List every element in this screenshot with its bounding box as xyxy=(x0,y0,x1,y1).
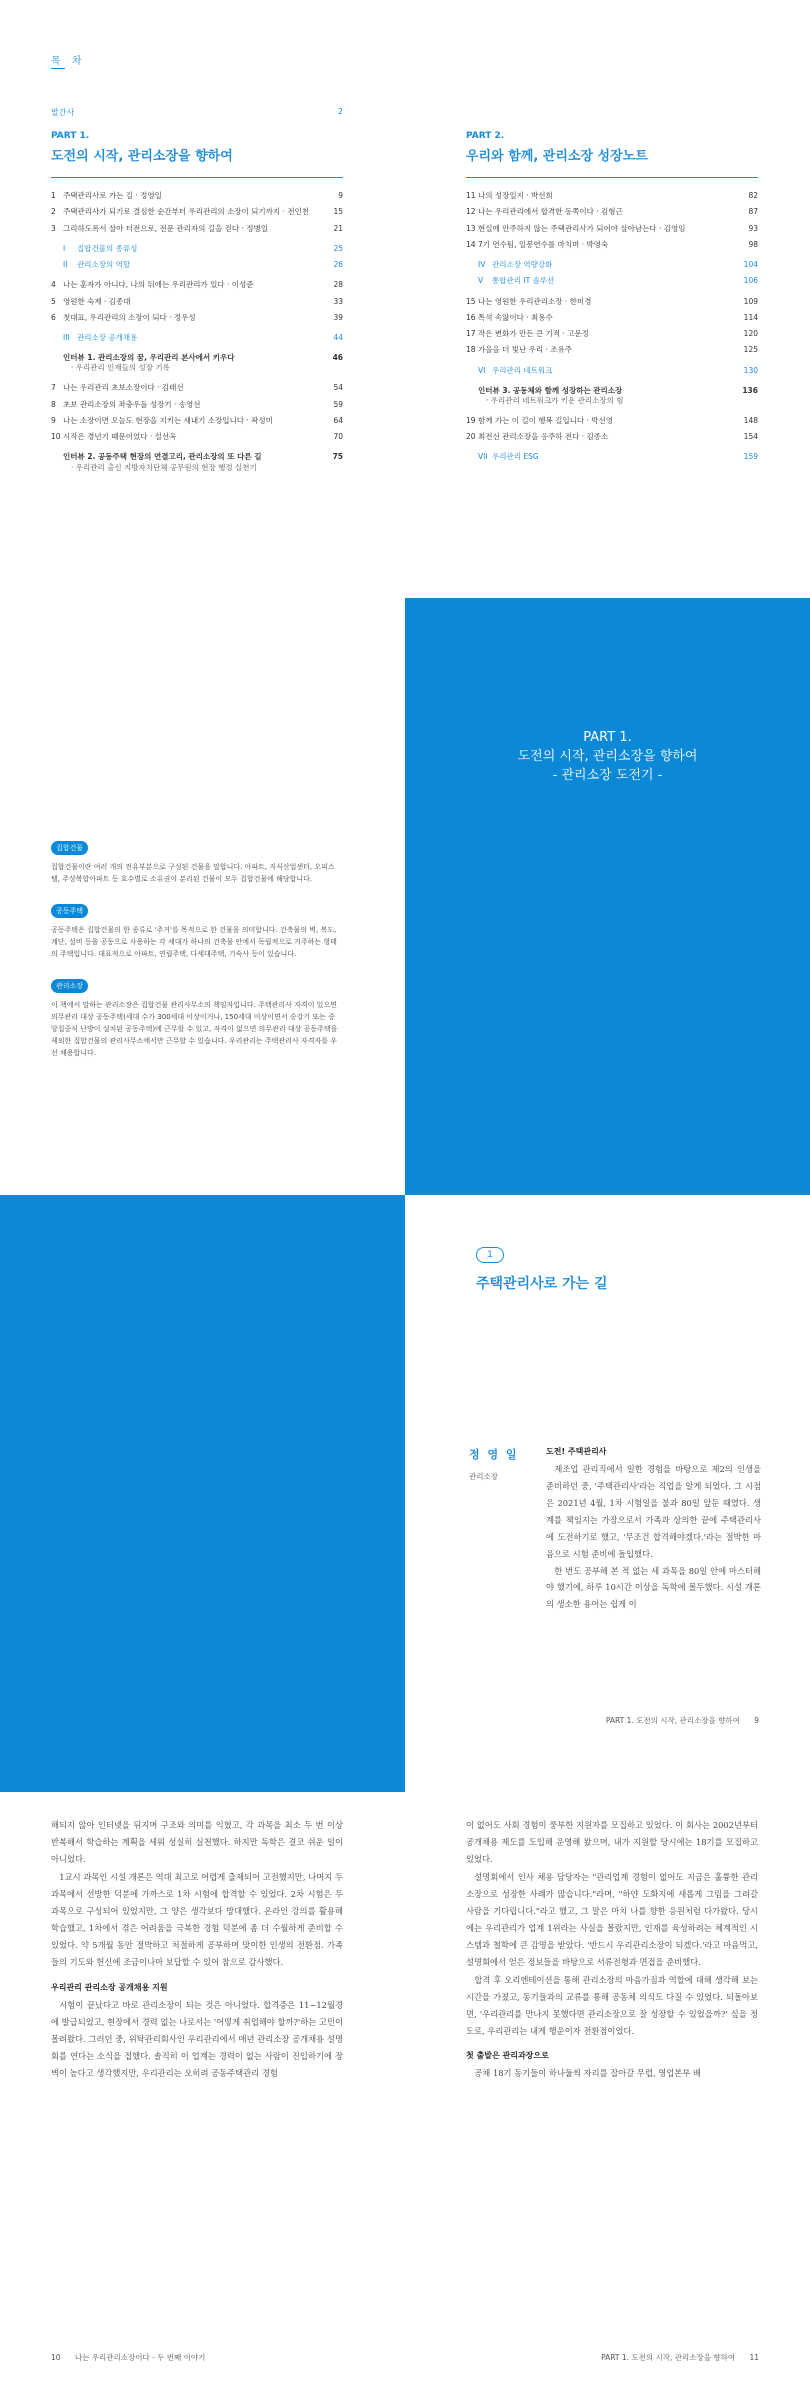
toc-number: 18 xyxy=(466,345,476,355)
toc-title xyxy=(492,260,736,270)
part-opener-spread xyxy=(0,598,810,1195)
toc-number: I xyxy=(63,243,66,253)
body-paragraph: 해되지 않아 인터넷을 뒤지며 구조와 의미를 익혔고, 각 과목을 최소 두 번 이상 반복해서 학습하는 계획을 세워 성실히 실천했다. 하지만 독학은 결코 쉬운 일이 아니었다. xyxy=(51,1820,343,1865)
toc-title-text: 나는 소장이면 오늘도 현장을 지키는 새내기 소장입니다 · 곽성미 xyxy=(63,415,273,425)
body-paragraph: 공채 18기 동기들이 하나둘씩 자리를 잡아갈 무렵, 영업본부 배 xyxy=(474,2068,701,2079)
toc-title xyxy=(478,386,736,406)
toc-page-number: 25 xyxy=(333,243,343,253)
part2-rule xyxy=(466,177,758,178)
part-opener-line1: PART 1. xyxy=(583,730,632,745)
chapter-number-badge: 1 xyxy=(476,1247,504,1263)
toc-number: 3 xyxy=(51,223,56,233)
toc-chapter-item[interactable] xyxy=(466,432,758,442)
toc-number: IV xyxy=(478,260,486,270)
toc-number: 16 xyxy=(466,312,476,322)
toc-title-text: 집합건물의 종류성 xyxy=(77,243,138,253)
footer-title: PART 1. 도전의 시작, 관리소장을 향하여 xyxy=(601,2353,736,2362)
toc-number: 7 xyxy=(51,383,56,393)
toc-title-text: 그리하도록서 살아 터전으로, 전문 관리자의 길을 걷다 · 정병일 xyxy=(63,223,268,233)
toc-heading: 목 차 xyxy=(51,56,86,67)
toc-title xyxy=(77,244,321,254)
toc-title xyxy=(478,207,736,217)
toc-chapter-item[interactable] xyxy=(466,191,758,201)
toc-number: VII xyxy=(478,452,488,462)
definition-block xyxy=(51,973,341,1059)
toc-title-text: 관리소장 역량강화 xyxy=(492,260,553,270)
toc-chapter-item[interactable] xyxy=(466,240,758,250)
toc-title-text: 우리관리 ESG xyxy=(492,452,539,462)
left-page-column xyxy=(51,1817,343,2082)
running-footer-right xyxy=(601,2352,759,2363)
toc-title-text: 통합관리 IT 솔루션 xyxy=(492,276,555,286)
toc-page-number: 33 xyxy=(333,296,343,306)
toc-subsection-item[interactable] xyxy=(51,260,343,270)
toc-interview-item[interactable] xyxy=(51,452,343,472)
toc-title xyxy=(77,333,321,343)
toc-subsection-item[interactable] xyxy=(466,260,758,270)
toc-subsection-item[interactable] xyxy=(466,276,758,286)
toc-page-number: 54 xyxy=(333,383,343,393)
toc-page-number: 104 xyxy=(743,260,758,270)
author-role: 관리소장 xyxy=(469,1472,498,1481)
toc-title-text: 인터뷰 3. 공동체와 함께 성장하는 관리소장 xyxy=(478,385,623,395)
definition-tag: 집합건물 xyxy=(51,841,88,855)
part1-toc-list xyxy=(51,191,343,479)
toc-title-text: 시작은 경년기 때문이었다 · 설선옥 xyxy=(63,432,177,442)
toc-title xyxy=(63,280,321,290)
toc-interview-item[interactable] xyxy=(51,353,343,373)
toc-chapter-item[interactable] xyxy=(51,416,343,426)
body-paragraph: 제조업 관리직에서 일한 경험을 바탕으로 제2의 인생을 준비하던 중, '주택관리사'라는 직업을 알게 되었다. 그 시점은 2021년 4월, 1차 시험일을 불과 80일 앞둔 때였다. 생계를 책임지는 가장으로서 가족과 상의한 끝에 주택관리사에 도전하기로 했고, '무조건 합격해야겠다.'라는 절박한 마음으로 시험 준비에 돌입했다. xyxy=(546,1464,761,1559)
toc-chapter-item[interactable] xyxy=(466,207,758,217)
toc-title xyxy=(478,224,736,234)
definition-block xyxy=(51,898,341,960)
toc-page-number: 93 xyxy=(748,223,758,233)
definition-text: 집합건물이란 여러 개의 전유부분으로 구성된 건물을 말합니다. 아파트, 지식산업센터, 오피스텔, 주상복합아파트 등 호수별로 소유권이 분리된 건물이 모두 집합건물에 해당합니다. xyxy=(51,863,335,884)
toc-number: 9 xyxy=(51,415,56,425)
toc-title-text: 가을을 더 빛난 우리 · 조유주 xyxy=(478,345,572,355)
toc-title xyxy=(63,313,321,323)
toc-page-number: 98 xyxy=(748,239,758,249)
toc-title-text: 나는 우리관리에서 합격한 동쪽이다 · 김형근 xyxy=(478,207,623,217)
toc-chapter-item[interactable] xyxy=(466,297,758,307)
toc-title xyxy=(478,432,736,442)
toc-interview-item[interactable] xyxy=(466,386,758,406)
toc-title-text: 인터뷰 1. 관리소장의 꿈, 우리관리 본사에서 키우다 xyxy=(63,353,235,363)
definition-tag: 공동주택 xyxy=(51,904,88,918)
toc-number: 1 xyxy=(51,191,56,200)
toc-title-text: 최전선 관리소장을 응주하 전다 · 김종소 xyxy=(478,432,609,442)
toc-title-text: 현실에 안주하지 않는 주택관리사가 되어야 살아남는다 · 김영임 xyxy=(478,223,686,233)
toc-chapter-item[interactable] xyxy=(466,313,758,323)
toc-page-number: 59 xyxy=(333,399,343,409)
part2-toc-list xyxy=(466,191,758,469)
toc-title xyxy=(63,416,321,426)
toc-title-text: 7기 연수팀, 일봉연수를 마치며 · 박영숙 xyxy=(478,239,609,249)
toc-number: II xyxy=(63,260,68,270)
toc-heading-rule xyxy=(51,68,65,69)
toc-title xyxy=(492,276,736,286)
body-paragraph: 설명회에서 인사 채용 담당자는 "관리업계 경험이 없어도 지금은 훌륭한 관리소장으로 성장한 사례가 많습니다."라며, "하얀 도화지에 새롭게 그림을 그려갈 사람을 기다립니다."라고 했고, 그 말은 마치 나를 향한 응원처럼 다가왔다. 당시에는 우리관리가 업계 1위라는 사실을 몰랐지만, 인재를 육성하려는 체계적인 시스템과 철학에 큰 감명을 받았다. '반드시 우리관리소장이 되겠다.'라고 마음먹고, 설명회에서 얻은 정보들을 바탕으로 서류전형과 면접을 준비했다. xyxy=(466,1871,758,1968)
toc-title xyxy=(478,297,736,307)
toc-chapter-item[interactable] xyxy=(51,280,343,290)
toc-chapter-item[interactable] xyxy=(466,345,758,355)
toc-page-number: 106 xyxy=(743,276,758,286)
toc-title-text: 초보 관리소장의 좌충우돌 성장기 · 송영선 xyxy=(63,399,201,409)
toc-page-number: 154 xyxy=(743,432,758,442)
chapter-opener-spread xyxy=(0,1195,810,1792)
running-footer xyxy=(606,1715,759,1726)
definition-block xyxy=(51,835,341,885)
toc-title xyxy=(63,207,321,217)
toc-page-number: 15 xyxy=(333,207,343,217)
body-paragraph: 1교시 과목인 시설 개론은 역대 최고로 어렵게 출제되어 고전했지만, 나머지 두 과목에서 선방한 덕분에 가까스로 1차 시험에 합격할 수 있었다. 2차 시험은 두 과목으로 구성되어 있었지만, 그 양은 생각보다 방대했다. 온라인 강의를 활용해 학습했고, 1차에서 겪은 어려움을 극복한 경험 덕분에 좀 더 수월하게 준비할 수 있었다. 약 5개월 동안 절박하고 처절하게 공부하며 맞이한 인생의 전환점. 가족들의 기도와 헌신에 조금이나마 보답할 수 있어 참으로 감사했다. xyxy=(51,1871,343,1968)
toc-number: 17 xyxy=(466,329,476,339)
toc-page-number: 46 xyxy=(332,353,343,363)
part-opener-panel xyxy=(405,598,810,1195)
toc-title xyxy=(63,191,321,201)
section-heading: 도전! 주택관리사 xyxy=(546,1447,607,1456)
page-number: 9 xyxy=(754,1716,759,1725)
toc-title xyxy=(492,452,736,462)
toc-title xyxy=(63,383,321,393)
toc-title xyxy=(478,416,736,426)
toc-title-text: 나는 훈자가 아니다, 나의 뒤에는 우리관리가 있다 · 이성준 xyxy=(63,280,254,290)
toc-page-number: 44 xyxy=(333,332,343,342)
toc-number: III xyxy=(63,332,70,342)
toc-page xyxy=(0,0,810,598)
toc-subsection-item[interactable] xyxy=(51,244,343,254)
part1-label: PART 1. xyxy=(51,131,90,141)
toc-title-text: 나의 성장일지 · 박선희 xyxy=(478,191,553,200)
toc-number: 12 xyxy=(466,207,476,217)
toc-title xyxy=(478,240,736,250)
body-paragraph: 이 없어도 사회 경험이 풍부한 지원자를 모집하고 있었다. 이 회사는 2002년부터 공개채용 제도를 도입해 운영해 왔으며, 내가 지원할 당시에는 18기를 모집하고 있었다. xyxy=(466,1820,758,1865)
toc-title-text: 톡석 속앓이다 · 최용수 xyxy=(478,312,553,322)
toc-page-number: 159 xyxy=(743,452,758,462)
part2-title: 우리와 함께, 관리소장 성장노트 xyxy=(466,149,648,164)
toc-title-text: 관리소장 공개채용 xyxy=(77,332,138,342)
toc-number: 20 xyxy=(466,432,476,442)
toc-title-text: 주택관리사가 되기로 결심한 순간부터 우리관리의 소장이 되기까지 · 전인천 xyxy=(63,207,310,217)
toc-page-number: 148 xyxy=(743,415,758,425)
toc-title xyxy=(77,260,321,270)
toc-title xyxy=(63,432,321,442)
part-opener-title xyxy=(405,729,810,786)
toc-title-text: 인터뷰 2. 공동주택 현장의 연결고리, 관리소장의 또 다른 길 xyxy=(63,452,262,462)
toc-page-number: 21 xyxy=(333,223,343,233)
toc-number: 4 xyxy=(51,280,56,290)
toc-title-text: 영원한 숙제 · 김종대 xyxy=(63,296,131,306)
toc-chapter-item[interactable] xyxy=(466,416,758,426)
toc-title-text: 첫대표, 우리관리의 소장이 되다 · 정우성 xyxy=(63,312,196,322)
toc-title xyxy=(478,313,736,323)
section-heading: 우리관리 관리소장 공개채용 지원 xyxy=(51,1982,168,1992)
toc-title xyxy=(63,297,321,307)
definition-tag: 관리소장 xyxy=(51,979,88,993)
toc-page-number: 28 xyxy=(333,280,343,290)
toc-number: VI xyxy=(478,365,486,375)
toc-intro-row[interactable] xyxy=(51,107,343,118)
toc-number: 14 xyxy=(466,239,476,249)
toc-page-number: 64 xyxy=(333,415,343,425)
part-opener-line3: - 관리소장 도전기 - xyxy=(552,767,663,783)
toc-chapter-item[interactable] xyxy=(466,329,758,339)
toc-chapter-item[interactable] xyxy=(51,383,343,393)
toc-number: 11 xyxy=(466,191,476,200)
definition-text: 이 책에서 말하는 관리소장은 집합건물 관리사무소의 책임자입니다. 주택관리사 자격이 있으면 의무관리 대상 공동주택(세대 수가 300세대 이상이거나, 150세대 이상이면서 승강기 또는 중앙집중식 난방이 설치된 공동주택)에 근무할 수 있고, 자격이 없으면 의무관리 대상 공동주택을 제외한 집합건물의 관리사무소에서만 근무할 수 있습니다. 우리관리는 주택관리사 자격자를 우선 채용합니다. xyxy=(51,1001,338,1058)
toc-number: 19 xyxy=(466,415,476,425)
running-footer-left xyxy=(51,2352,205,2363)
toc-page-number: 125 xyxy=(743,345,758,355)
toc-title-text: 우리관리 네트워크 xyxy=(492,365,553,375)
toc-title-text: 함께 가는 이 길이 행복 길입니다 · 박선영 xyxy=(478,415,613,425)
page-number: 11 xyxy=(749,2353,759,2362)
toc-page-number: 130 xyxy=(743,365,758,375)
toc-title-text: 나는 영원한 우리관리소장 · 한미경 xyxy=(478,296,592,306)
toc-subtitle: · 우리관리 인재들의 성장 기록 xyxy=(71,363,170,373)
toc-title xyxy=(63,452,321,472)
toc-page-number: 87 xyxy=(748,207,758,217)
definitions xyxy=(51,835,341,1072)
right-page-column xyxy=(466,1817,758,2082)
toc-title xyxy=(63,224,321,234)
chapter-body xyxy=(546,1446,761,1613)
toc-title xyxy=(63,400,321,410)
toc-title-text: 주택관리사로 가는 길 · 정영일 xyxy=(63,191,162,200)
toc-title xyxy=(492,366,736,376)
toc-number: 5 xyxy=(51,296,56,306)
toc-title xyxy=(478,329,736,339)
toc-page-number: 114 xyxy=(743,312,758,322)
toc-subsection-item[interactable] xyxy=(466,366,758,376)
part1-rule xyxy=(51,177,343,178)
definition-text: 공동주택은 집합건물의 한 종류로 '주거'를 목적으로 한 건물을 의미합니다. 건축물의 벽, 복도, 계단, 설비 등을 공동으로 사용하는 각 세대가 하나의 건축물 안에서 독립적으로 거주하는 형태의 주택입니다. 대표적으로 아파트, 연립주택, 다세대주택, 기숙사 등이 있습니다. xyxy=(51,926,337,959)
text-spread xyxy=(0,1792,810,2388)
toc-chapter-item[interactable] xyxy=(51,224,343,234)
toc-title xyxy=(478,191,736,201)
toc-subsection-item[interactable] xyxy=(51,333,343,343)
chapter-title: 주택관리사로 가는 길 xyxy=(476,1276,608,1292)
toc-title xyxy=(63,353,321,373)
toc-number: V xyxy=(478,276,484,286)
toc-number: 6 xyxy=(51,312,56,322)
toc-chapter-item[interactable] xyxy=(51,313,343,323)
page-number: 10 xyxy=(51,2353,61,2362)
toc-page-number: 39 xyxy=(333,312,343,322)
toc-title-text: 관리소장의 역할 xyxy=(77,260,131,270)
toc-subsection-item[interactable] xyxy=(466,452,758,462)
toc-page-number: 109 xyxy=(743,296,758,306)
toc-subtitle: · 우리관리 네트워크가 키운 관리소장의 힘 xyxy=(486,395,624,405)
toc-title xyxy=(478,345,736,355)
toc-title-text: 작은 변화가 만든 큰 기적 · 고문정 xyxy=(478,329,589,339)
toc-chapter-item[interactable] xyxy=(51,297,343,307)
footer-title: PART 1. 도전의 시작, 관리소장을 향하여 xyxy=(605,1716,740,1725)
toc-intro-page: 2 xyxy=(337,107,343,116)
section-heading: 첫 출발은 관리과장으로 xyxy=(466,2051,549,2061)
toc-title-text: 나는 우리관리 초보소장이다 · 김태선 xyxy=(63,383,184,393)
toc-subtitle: · 우리관리 출신 지방자치단체 공무원의 현장 행정 실천기 xyxy=(71,462,257,472)
part2-label: PART 2. xyxy=(466,131,505,141)
toc-number: 13 xyxy=(466,223,476,233)
toc-page-number: 136 xyxy=(742,385,758,395)
toc-intro-label: 발간사 xyxy=(51,108,75,117)
toc-page-number: 120 xyxy=(743,329,758,339)
toc-number: 2 xyxy=(51,207,56,217)
author-name: 정 영 일 xyxy=(469,1448,519,1461)
toc-page-number: 70 xyxy=(333,432,343,442)
toc-number: 15 xyxy=(466,296,476,306)
body-paragraph: 한 번도 공부해 본 적 없는 세 과목을 80일 안에 마스터해야 했기에, 하루 10시간 이상을 독학에 몰두했다. 시설 개론의 생소한 용어는 쉽게 이 xyxy=(546,1565,761,1610)
toc-chapter-item[interactable] xyxy=(51,432,343,442)
toc-page-number: 75 xyxy=(332,452,343,462)
toc-number: 8 xyxy=(51,399,56,409)
toc-chapter-item[interactable] xyxy=(51,400,343,410)
part1-title: 도전의 시작, 관리소장을 향하여 xyxy=(51,149,233,164)
body-paragraph: 시험이 끝났다고 바로 관리소장이 되는 것은 아니었다. 합격증은 11~12월경에 발급되었고, 현장에서 경력 없는 나로서는 '어떻게 취업해야 할까?'하는 고민이 몰려왔다. 그러던 중, 위탁관리회사인 우리관리에서 매년 관리소장 공개채용 설명회를 연다는 소식을 접했다. 솔직히 이 업계는 경력이 없는 사람이 진입하기에 장벽이 높다고 생각했지만, 우리관리는 오히려 공동주택관리 경험 xyxy=(51,1999,343,2079)
toc-page-number: 82 xyxy=(748,191,758,200)
toc-chapter-item[interactable] xyxy=(51,191,343,201)
toc-chapter-item[interactable] xyxy=(466,224,758,234)
toc-page-number: 26 xyxy=(333,260,343,270)
toc-page-number: 9 xyxy=(338,191,343,200)
footer-title: 나는 우리관리소장이다 - 두 번째 이야기 xyxy=(74,2353,206,2362)
part-opener-line2: 도전의 시작, 관리소장을 향하여 xyxy=(517,748,698,764)
body-paragraph: 합격 후 오리엔테이션을 통해 관리소장의 마음가짐과 역할에 대해 생각해 보는 시간을 가졌고, 동기들과의 교류를 통해 공동체 의식도 다질 수 있었다. 되돌아보면, '우리관리를 만나지 못했다면 관리소장으로 잘 성장할 수 있었을까?' 싶을 정도로, 우리관리는 내게 행운이자 전환점이었다. xyxy=(466,1974,758,2037)
toc-chapter-item[interactable] xyxy=(51,207,343,217)
chapter-color-panel xyxy=(0,1195,405,1792)
toc-number: 10 xyxy=(51,432,61,442)
